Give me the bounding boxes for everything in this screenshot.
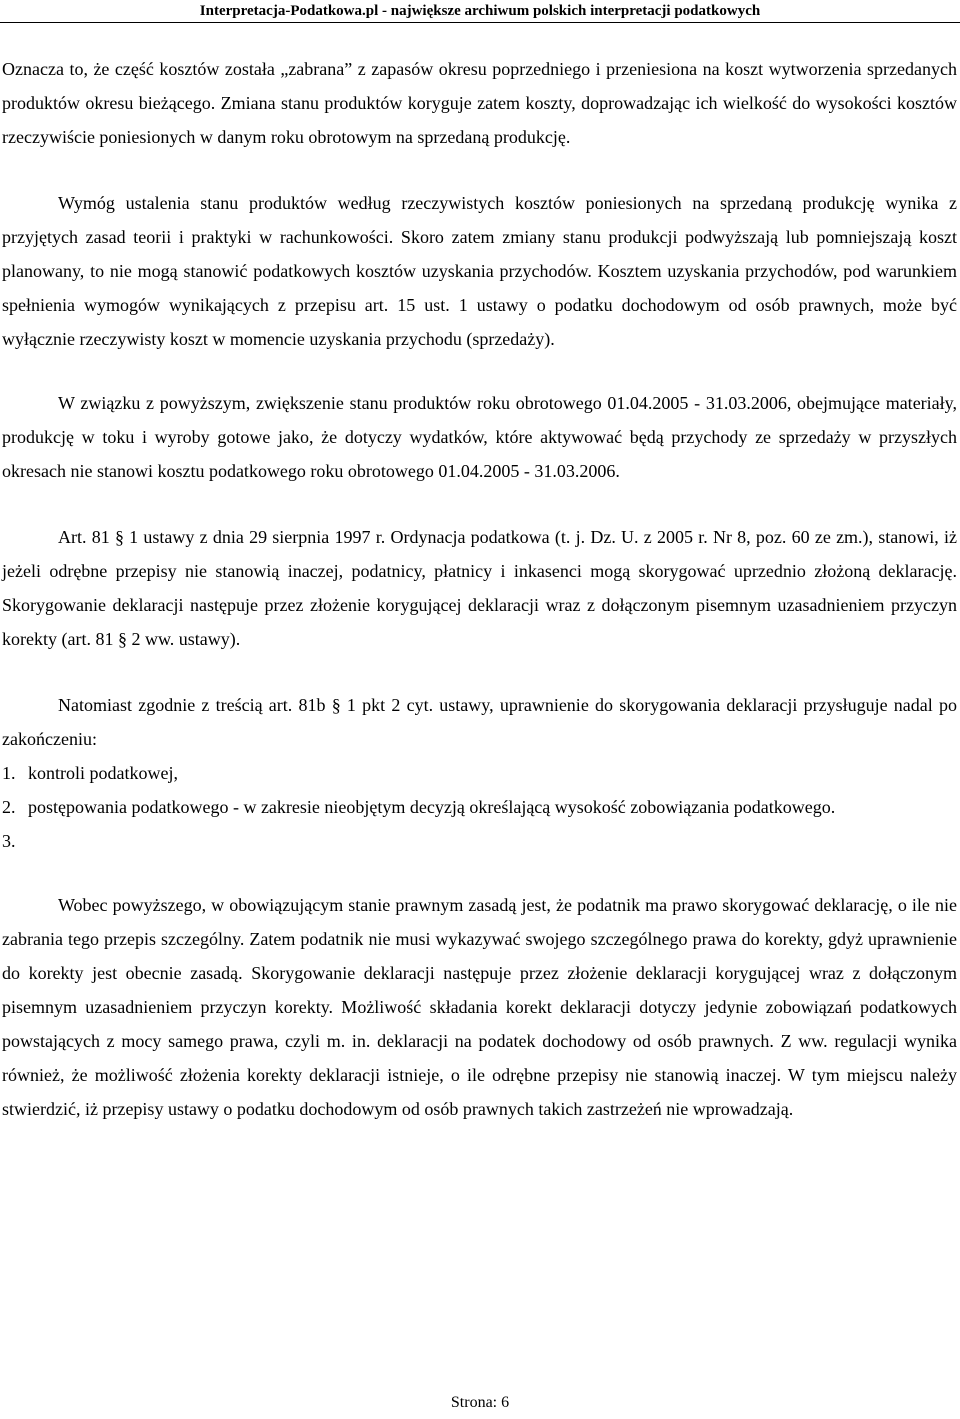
paragraph-art-81b: Natomiast zgodnie z treścią art. 81b § 1 pkt 2 cyt. ustawy, uprawnienie do skorygowania deklaracji przysługuje nadal po zakończeniu: <box>2 695 957 749</box>
header-divider <box>0 22 960 23</box>
list-item-number: 3. <box>2 831 16 851</box>
paragraph-right-to-correct: Wobec powyższego, w obowiązującym stanie prawnym zasadą jest, że podatnik ma prawo skorygować deklarację, o ile nie zabrania tego przepis szczególny. Zatem podatnik nie musi wykazywać swojego szczególnego prawa do korekty, gdyż uprawnienie do korekty jest obecnie zasadą. Skorygowanie deklaracji następuje przez złożenie deklaracji korygującej wraz z dołączonym pisemnym uzasadnieniem przyczyn korekty. Możliwość składania korekt deklaracji dotyczy jedynie zobowiązań podatkowych powstających z mocy samego prawa, czyli m. in. deklaracji na podatek dochodowy od osób prawnych. Z ww. regulacji wynika również, że możliwość złożenia korekty deklaracji istnieje, o ile odrębne przepisy nie stanowią inaczej. W tym miejscu należy stwierdzić, iż przepisy ustawy o podatku dochodowym od osób prawnych takich zastrzeżeń nie wprowadzają. <box>2 895 957 1119</box>
paragraph-stock-change: Oznacza to, że część kosztów została „zabrana” z zapasów okresu poprzedniego i przeniesiona na koszt wytworzenia sprzedanych produktów okresu bieżącego. Zmiana stanu produktów koryguje zatem koszty, doprowadzając ich wielkość do wysokości kosztów rzeczywiście poniesionych w danym roku obrotowym na sprzedaną produkcję. <box>2 59 957 147</box>
list-item-number: 2. <box>2 797 16 817</box>
correction-conditions-list <box>2 756 957 851</box>
list-item <box>2 756 957 790</box>
list-item <box>2 790 957 824</box>
list-item-number: 1. <box>2 763 16 783</box>
paragraph-conclusion-costs: W związku z powyższym, zwiększenie stanu produktów roku obrotowego 01.04.2005 - 31.03.2006, obejmujące materiały, produkcję w toku i wyroby gotowe jako, że dotyczy wydatków, które aktywować będą przychody ze sprzedaży w przyszłych okresach nie stanowi kosztu podatkowego roku obrotowego 01.04.2005 - 31.03.2006. <box>2 393 957 481</box>
paragraph-actual-costs: Wymóg ustalenia stanu produktów według rzeczywistych kosztów poniesionych na sprzedaną produkcję wynika z przyjętych zasad teorii i praktyki w rachunkowości. Skoro zatem zmiany stanu produkcji podwyższają lub pomniejszają koszt planowany, to nie mogą stanowić podatkowych kosztów uzyskania przychodów. Kosztem uzyskania przychodów, pod warunkiem spełnienia wymogów wynikających z przepisu art. 15 ust. 1 ustawy o podatku dochodowym od osób prawnych, może być wyłącznie rzeczywisty koszt w momencie uzyskania przychodu (sprzedaży). <box>2 193 957 349</box>
page-header: Interpretacja-Podatkowa.pl - największe archiwum polskich interpretacji podatkowych <box>199 3 761 19</box>
page-number: Strona: 6 <box>450 1394 510 1411</box>
paragraph-art-81: Art. 81 § 1 ustawy z dnia 29 sierpnia 1997 r. Ordynacja podatkowa (t. j. Dz. U. z 2005 r. Nr 8, poz. 60 ze zm.), stanowi, iż jeżeli odrębne przepisy nie stanowią inaczej, podatnicy, płatnicy i inkasenci mogą skorygować uprzednio złożoną deklarację. Skorygowanie deklaracji następuje przez złożenie korygującej deklaracji wraz z dołączonym pisemnym uzasadnieniem przyczyn korekty (art. 81 § 2 ww. ustawy). <box>2 527 957 649</box>
list-item-text: kontroli podatkowej, <box>28 763 178 783</box>
document-body <box>2 52 957 1126</box>
list-item-text: postępowania podatkowego - w zakresie nieobjętym decyzją określającą wysokość zobowiązania podatkowego. <box>28 797 836 817</box>
